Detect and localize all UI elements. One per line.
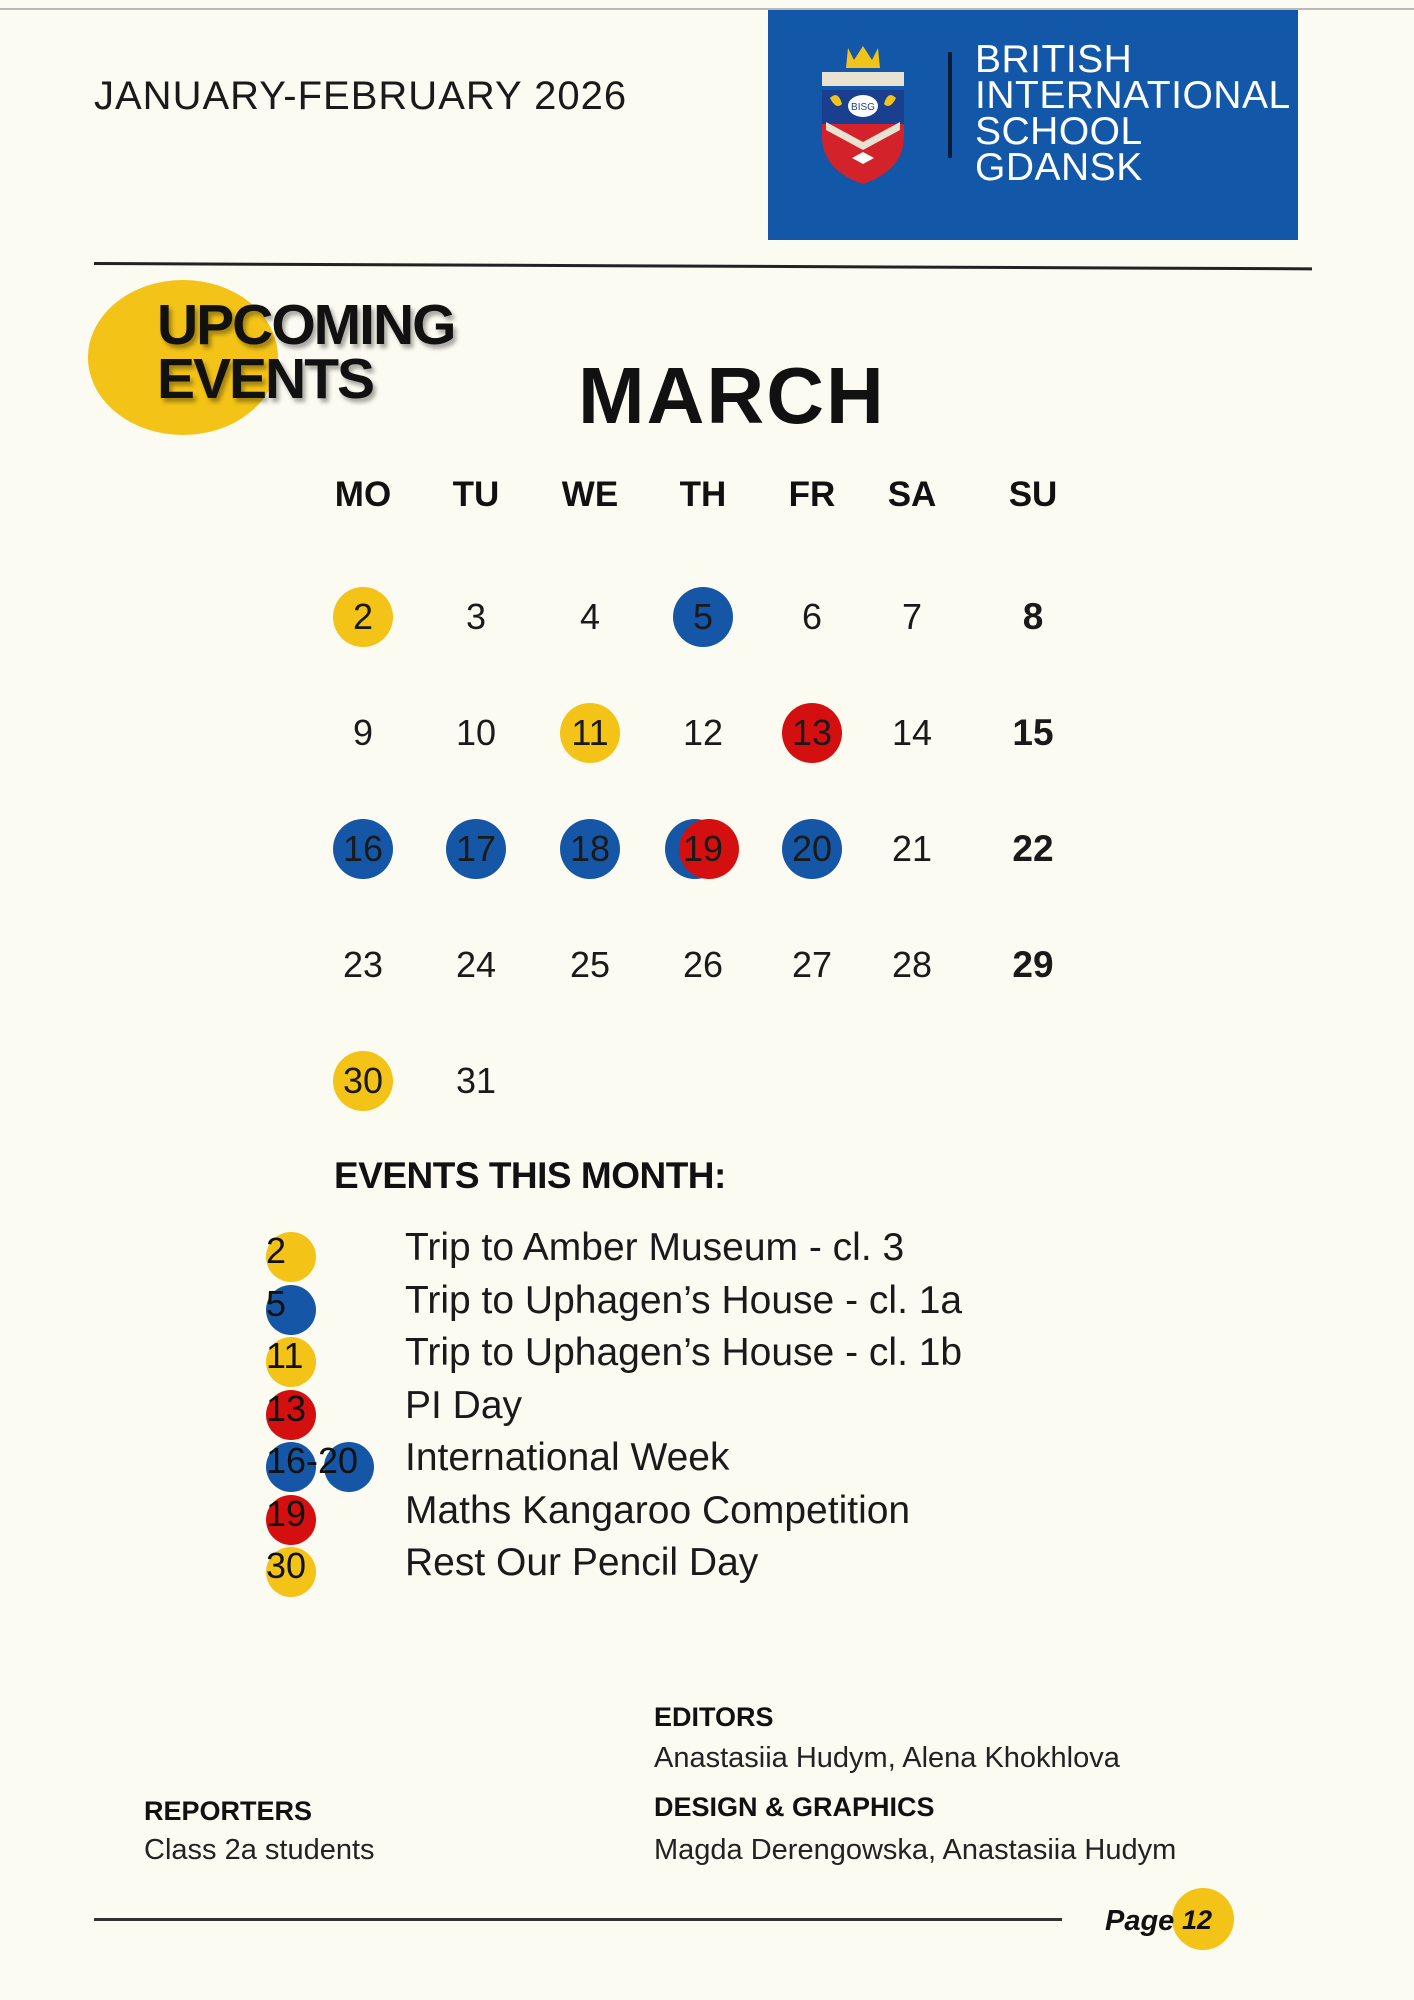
events-title: EVENTS THIS MONTH:	[334, 1155, 726, 1196]
section-title-line: EVENTS	[157, 347, 374, 411]
calendar-day	[328, 698, 398, 768]
calendar-day	[877, 582, 947, 652]
weekday-header: SU	[1008, 475, 1058, 514]
day-number: 12	[682, 712, 724, 753]
editors-label: EDITORS	[654, 1702, 774, 1732]
event-date: 11	[266, 1335, 304, 1376]
weekday-header: SA	[887, 475, 937, 514]
event-description: Trip to Amber Museum - cl. 3	[405, 1226, 905, 1269]
event-date: 2	[266, 1230, 287, 1271]
calendar-day	[668, 698, 738, 768]
event-date: 13	[266, 1387, 307, 1429]
weekday-header: MO	[334, 475, 392, 514]
day-number: 24	[455, 944, 497, 985]
event-item	[0, 1331, 1414, 1383]
day-number: 19	[682, 828, 724, 869]
calendar-day	[998, 698, 1068, 768]
day-number: 5	[692, 596, 714, 637]
event-date: 19	[266, 1492, 307, 1534]
school-name-line: SCHOOL	[975, 110, 1143, 153]
event-description: Maths Kangaroo Competition	[405, 1488, 911, 1532]
design-label: DESIGN & GRAPHICS	[654, 1792, 935, 1822]
calendar-day	[668, 582, 738, 652]
event-item	[0, 1226, 1414, 1278]
calendar-day	[555, 930, 625, 1000]
day-number: 14	[891, 712, 933, 753]
day-number: 30	[342, 1060, 384, 1101]
school-name-line: GDANSK	[975, 146, 1143, 189]
weekday-header: TH	[679, 475, 727, 514]
calendar-day	[328, 1046, 398, 1116]
day-number: 27	[791, 944, 833, 985]
calendar-day	[668, 814, 738, 884]
calendar-day	[777, 582, 847, 652]
calendar-day	[998, 814, 1068, 884]
issue-date: JANUARY-FEBRUARY 2026	[94, 74, 628, 118]
reporters-label: REPORTERS	[144, 1796, 313, 1826]
footer-divider	[94, 1918, 1062, 1921]
day-number: 2	[352, 596, 374, 637]
calendar-day	[328, 930, 398, 1000]
calendar-day	[877, 814, 947, 884]
page-label: Page	[1105, 1905, 1175, 1937]
calendar-day	[555, 582, 625, 652]
day-number: 17	[455, 828, 497, 869]
day-number: 26	[682, 944, 724, 985]
calendar-day	[328, 582, 398, 652]
calendar-day	[668, 930, 738, 1000]
editors-names: Anastasiia Hudym, Alena Khokhlova	[654, 1742, 1120, 1774]
day-number: 18	[569, 828, 611, 869]
calendar-day	[777, 930, 847, 1000]
day-number: 25	[569, 944, 611, 985]
calendar-day	[328, 814, 398, 884]
event-description: Rest Our Pencil Day	[405, 1541, 759, 1584]
day-number: 9	[352, 712, 374, 753]
day-number: 21	[891, 828, 933, 869]
event-item	[0, 1541, 1414, 1593]
day-number: 4	[579, 596, 601, 637]
day-number: 31	[455, 1060, 497, 1101]
event-description: Trip to Uphagen’s House - cl. 1a	[405, 1278, 963, 1322]
day-number: 20	[791, 828, 833, 869]
day-number: 11	[571, 712, 609, 753]
day-number: 8	[1022, 596, 1044, 637]
event-description: Trip to Uphagen’s House - cl. 1b	[405, 1331, 963, 1374]
day-number: 10	[455, 712, 497, 753]
school-name-line: BRITISH	[975, 38, 1133, 81]
day-number: 23	[342, 944, 384, 985]
day-number: 16	[342, 828, 384, 869]
weekday-header: WE	[561, 475, 619, 514]
day-number: 29	[1012, 944, 1054, 985]
day-number: 7	[901, 596, 923, 637]
day-number: 28	[891, 944, 933, 985]
school-name-line: INTERNATIONAL	[975, 74, 1291, 117]
event-item	[0, 1436, 1414, 1488]
design-names: Magda Derengowska, Anastasiia Hudym	[654, 1834, 1177, 1866]
event-item	[0, 1279, 1414, 1331]
day-number: 15	[1012, 712, 1054, 753]
page-number: 12	[1182, 1905, 1213, 1935]
calendar-day	[441, 582, 511, 652]
event-item	[0, 1489, 1414, 1541]
day-number: 3	[465, 596, 487, 637]
weekday-header: FR	[788, 475, 836, 514]
day-number: 13	[791, 712, 833, 753]
section-title-line: UPCOMING	[157, 293, 455, 357]
reporters-names: Class 2a students	[144, 1834, 375, 1866]
calendar-day	[877, 930, 947, 1000]
calendar-day	[877, 698, 947, 768]
crest-monogram: BISG	[851, 102, 875, 113]
event-item	[0, 1384, 1414, 1436]
day-number: 22	[1012, 828, 1054, 869]
calendar-day	[441, 1046, 511, 1116]
calendar-day	[441, 814, 511, 884]
calendar-day	[777, 814, 847, 884]
calendar-day	[998, 582, 1068, 652]
calendar-day	[441, 698, 511, 768]
weekday-header: TU	[452, 475, 500, 514]
day-number: 6	[801, 596, 823, 637]
event-date: 30	[266, 1545, 307, 1586]
event-description: International Week	[405, 1436, 730, 1479]
calendar-day	[441, 930, 511, 1000]
event-description: PI Day	[405, 1383, 523, 1427]
event-date: 16-20	[266, 1440, 359, 1481]
calendar-day	[555, 814, 625, 884]
month-title: MARCH	[578, 351, 886, 440]
calendar-day	[555, 698, 625, 768]
event-date: 5	[266, 1282, 287, 1324]
calendar-day	[777, 698, 847, 768]
calendar-day	[998, 930, 1068, 1000]
